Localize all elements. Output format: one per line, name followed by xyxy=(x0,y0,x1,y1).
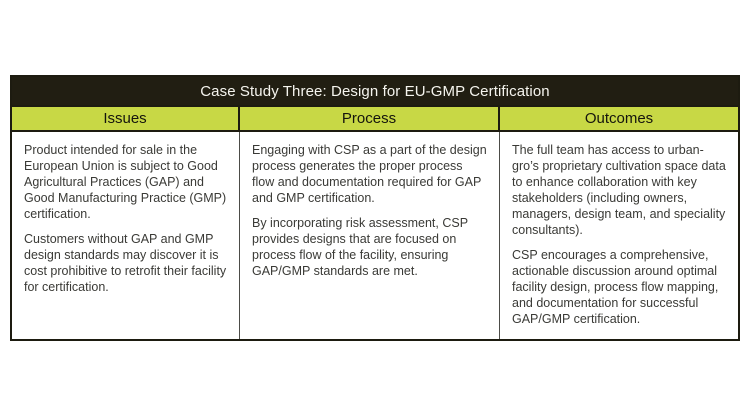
column-header-outcomes: Outcomes xyxy=(584,110,654,127)
column-header-issues: Issues xyxy=(12,107,240,130)
process-paragraph-2: By incorporating risk assessment, CSP provides designs that are focused on process flow of the facility, ensuring GAP/GMP standards are met. xyxy=(252,216,468,278)
outcomes-paragraph-2: CSP encourages a comprehensive, actionable discussion around optimal facility design, process flow mapping, and documentation for successful GAP/GMP certification. xyxy=(512,248,719,326)
table-title-bar: Case Study Three: Design for EU-GMP Certification xyxy=(12,77,738,105)
process-paragraph-1: Engaging with CSP as a part of the design process generates the proper process flow and documentation required for GAP and GMP certification. xyxy=(252,143,487,205)
outcomes-cell xyxy=(500,132,738,339)
column-header-process: Process xyxy=(240,107,500,130)
outcomes-paragraph-1: The full team has access to urban-gro’s proprietary cultivation space data to enhance collaboration with key stakeholders (including owners, managers, design team, and speciality consultants). xyxy=(512,143,726,237)
issues-paragraph-1: Product intended for sale in the European Union is subject to Good Agricultural Practices (GAP) and Good Manufacturing Practice (GMP) certification. xyxy=(24,143,227,221)
issues-paragraph-2: Customers without GAP and GMP design standards may discover it is cost prohibitive to retrofit their facility for certification. xyxy=(24,232,227,294)
process-cell xyxy=(240,132,500,339)
case-study-table xyxy=(10,75,740,341)
table-header-row xyxy=(12,105,738,132)
issues-cell xyxy=(12,132,240,339)
table-body-row xyxy=(12,132,738,339)
